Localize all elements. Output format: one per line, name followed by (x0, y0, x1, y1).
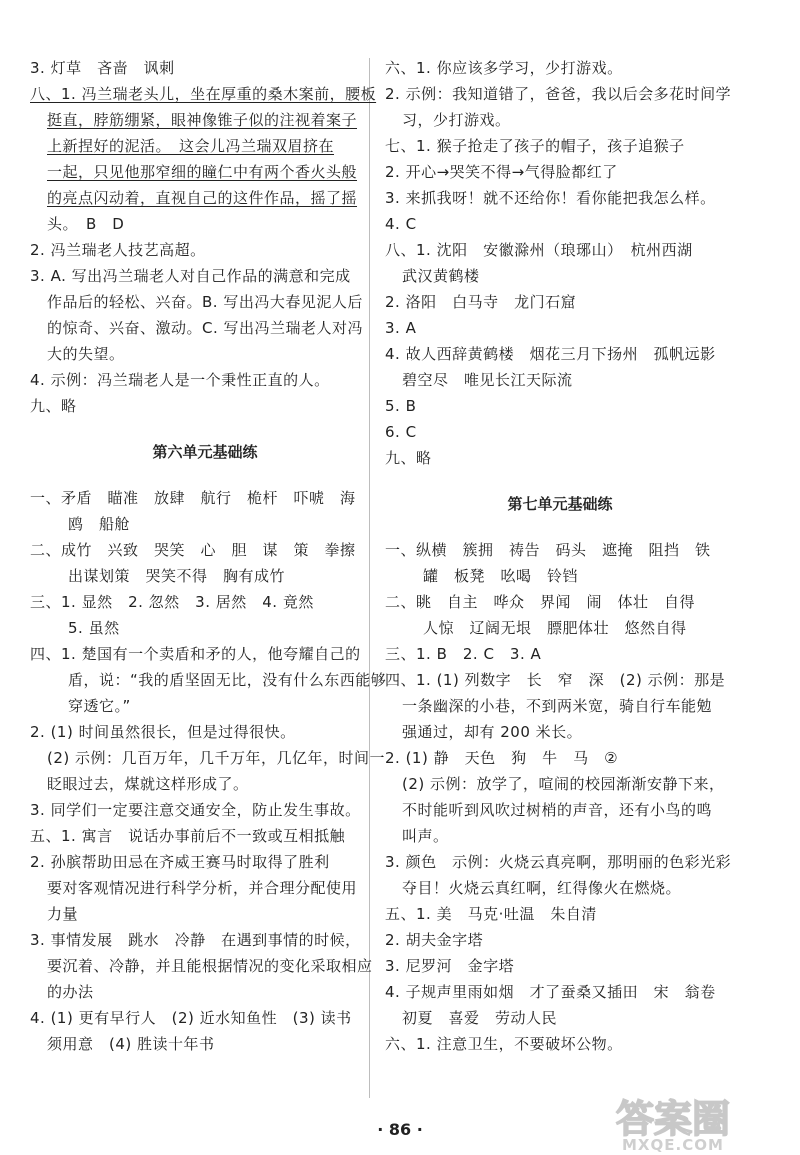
underlined-text: 上新捏好的泥活。 这会儿冯兰瑞双眉挤在 (47, 137, 335, 155)
answer-line: 2. (1) 静 天色 狗 牛 马 ② (385, 749, 619, 767)
underlined-text: 的亮点闪动着，直视自己的这件作品，摇了摇 (47, 189, 358, 207)
answer-line: 3. 事情发展 跳水 冷静 在遇到事情的时候， (30, 931, 361, 949)
answer-line (30, 133, 380, 159)
answer-line: 五、1. 美 马克·吐温 朱自清 (385, 905, 597, 923)
answer-line: 的办法 (47, 983, 94, 1001)
page-number: · 86 · (377, 1120, 423, 1139)
answer-line: 穿透它。” (68, 697, 131, 715)
answer-line: 2. 洛阳 白马寺 龙门石窟 (385, 293, 577, 311)
answer-line: (2) 示例：几百万年，几千万年，几亿年，时间一 (47, 749, 386, 767)
answer-line: 要对客观情况进行科学分析，并合理分配使用 (47, 879, 358, 897)
answer-line (30, 107, 380, 133)
answer-line: 6. C (385, 423, 417, 441)
underlined-text: 一起，只见他那窄细的瞳仁中有两个香火头般 (47, 163, 358, 181)
answer-line: 3. A. 写出冯兰瑞老人对自己作品的满意和完成 (30, 267, 351, 285)
answer-line: 4. (1) 更有早行人 (2) 近水知鱼性 (3) 读书 (30, 1009, 352, 1027)
answer-line: 罐 板凳 吆喝 铃铛 (423, 567, 579, 585)
answer-line: 5. B (385, 397, 417, 415)
answer-line: 三、1. 显然 2. 忽然 3. 居然 4. 竟然 (30, 593, 314, 611)
answer-line: 九、略 (385, 449, 432, 467)
answer-line: 初夏 喜爱 劳动人民 (402, 1009, 558, 1027)
answer-line (30, 185, 380, 211)
answer-line: 出谋划策 哭笑不得 胸有成竹 (68, 567, 286, 585)
answer-line: 要沉着、冷静，并且能根据情况的变化采取相应 (47, 957, 373, 975)
answer-line (30, 81, 380, 107)
answer-line: 二、眺 自主 哗众 界闻 闹 体壮 自得 (385, 593, 696, 611)
answer-line: (2) 示例：放学了，喧闹的校园渐渐安静下来， (402, 775, 725, 793)
answer-line: 2. 冯兰瑞老人技艺高超。 (30, 241, 206, 259)
answer-line: 六、1. 注意卫生，不要破坏公物。 (385, 1035, 623, 1053)
section-heading: 第七单元基础练 (507, 495, 613, 513)
answer-line: 4. C (385, 215, 417, 233)
answer-line: 大的失望。 (47, 345, 125, 363)
right-column (385, 55, 735, 1057)
answer-line: 九、略 (30, 397, 77, 415)
answer-line: 3. 同学们一定要注意交通安全，防止发生事故。 (30, 801, 361, 819)
answer-line: 须用意 (4) 胜读十年书 (47, 1035, 215, 1053)
answer-line: 头。 B D (47, 215, 125, 233)
answer-line: 不时能听到风吹过树梢的声音，还有小鸟的鸣 (402, 801, 713, 819)
answer-line: 武汉黄鹤楼 (402, 267, 480, 285)
answer-line: 4. 子规声里雨如烟 才了蚕桑又插田 宋 翁卷 (385, 983, 716, 1001)
answer-line: 力量 (47, 905, 79, 923)
underlined-text: 挺直，脖筋绷紧，眼神像锥子似的注视着案子 (47, 111, 358, 129)
answer-line: 3. 尼罗河 金字塔 (385, 957, 515, 975)
answer-line: 一条幽深的小巷，不到两米宽，骑自行车能勉 (402, 697, 713, 715)
answer-line: 3. A (385, 319, 417, 337)
answer-line: 一、纵横 簇拥 祷告 码头 遮掩 阻挡 铁 (385, 541, 711, 559)
answer-line: 二、成竹 兴致 哭笑 心 胆 谋 策 拳擦 (30, 541, 356, 559)
answer-line: 3. 灯草 吝啬 讽刺 (30, 59, 175, 77)
answer-line: 夺目！火烧云真红啊，红得像火在燃烧。 (402, 879, 682, 897)
answer-line: 五、1. 寓言 说话办事前后不一致或互相抵触 (30, 827, 346, 845)
answer-line: 强通过，却有 200 米长。 (402, 723, 583, 741)
answer-line: 四、1. 楚国有一个卖盾和矛的人，他夸耀自己的 (30, 645, 361, 663)
answer-line: 2. 示例：我知道错了，爸爸，我以后会多花时间学 (385, 85, 732, 103)
answer-line: 眨眼过去，煤就这样形成了。 (47, 775, 249, 793)
answer-line: 3. 颜色 示例：火烧云真亮啊，那明丽的色彩光彩 (385, 853, 732, 871)
answer-line: 三、1. B 2. C 3. A (385, 645, 542, 663)
answer-line: 3. 来抓我呀！就不还给你！看你能把我怎么样。 (385, 189, 716, 207)
answer-line: 碧空尽 唯见长江天际流 (402, 371, 573, 389)
answer-line: 作品后的轻松、兴奋。B. 写出冯大春见泥人后 (47, 293, 363, 311)
left-column (30, 55, 387, 1057)
answer-line: 2. (1) 时间虽然很长，但是过得很快。 (30, 723, 296, 741)
answer-line: 2. 开心→哭笑不得→气得脸都红了 (385, 163, 618, 181)
watermark-site-text: MXQE.COM (622, 1136, 724, 1154)
answer-line: 鸥 船舱 (68, 515, 131, 533)
answer-line: 2. 孙膑帮助田忌在齐威王赛马时取得了胜利 (30, 853, 330, 871)
answer-line: 人惊 辽阔无垠 膘肥体壮 悠然自得 (423, 619, 687, 637)
answer-line: 4. 故人西辞黄鹤楼 烟花三月下扬州 孤帆远影 (385, 345, 716, 363)
answer-line: 4. 示例：冯兰瑞老人是一个秉性正直的人。 (30, 371, 330, 389)
watermark-logo-text: 答案圈 (616, 1097, 731, 1141)
answer-line: 习，少打游戏。 (402, 111, 511, 129)
answer-line: 八、1. 沈阳 安徽滁州（琅琊山） 杭州西湖 (385, 241, 693, 259)
answer-line: 的惊奇、兴奋、激动。C. 写出冯兰瑞老人对冯 (47, 319, 364, 337)
answer-line: 2. 胡夫金字塔 (385, 931, 484, 949)
section-heading: 第六单元基础练 (152, 443, 258, 461)
answer-line: 四、1. (1) 列数字 长 窄 深 (2) 示例：那是 (385, 671, 726, 689)
answer-line: 5. 虽然 (68, 619, 120, 637)
answer-line: 一、矛盾 瞄准 放肆 航行 桅杆 吓唬 海 (30, 489, 356, 507)
underlined-text: 八、1. 冯兰瑞老头儿，坐在厚重的桑木案前，腰板 (30, 85, 377, 103)
answer-line: 七、1. 猴子抢走了孩子的帽子，孩子追猴子 (385, 137, 685, 155)
answer-line: 叫声。 (402, 827, 449, 845)
answer-line: 六、1. 你应该多学习，少打游戏。 (385, 59, 623, 77)
answer-line (30, 159, 380, 185)
answer-line: 盾，说：“我的盾坚固无比，没有什么东西能够 (68, 671, 387, 689)
